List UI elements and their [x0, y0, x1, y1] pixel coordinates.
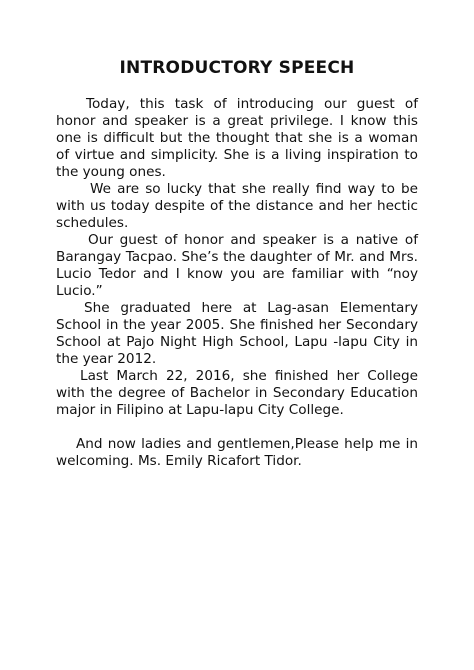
document-title: INTRODUCTORY SPEECH	[119, 58, 355, 78]
paragraph-2: We are so lucky that she really find way to be with us today despite of the distance and her hectic schedules.	[56, 181, 418, 231]
paragraph-3: Our guest of honor and speaker is a native of Barangay Tacpao. She’s the daughter of Mr. and Mrs. Lucio Tedor and I know you are familiar with “noy Lucio.”	[56, 232, 418, 299]
paragraph-5: Last March 22, 2016, she finished her College with the degree of Bachelor in Secondary Education major in Filipino at Lapu-lapu City College.	[56, 368, 418, 418]
paragraph-6: And now ladies and gentlemen,Please help me in welcoming. Ms. Emily Ricafort Tidor.	[56, 436, 418, 469]
speech-body	[56, 96, 418, 470]
paragraph-1: Today, this task of introducing our guest of honor and speaker is a great privilege. I know this one is difficult but the thought that she is a woman of virtue and simplicity. She is a living inspiration to the young ones.	[56, 96, 418, 180]
paragraph-4: She graduated here at Lag-asan Elementary School in the year 2005. She finished her Secondary School at Pajo Night High School, Lapu -lapu City in the year 2012.	[56, 300, 418, 367]
